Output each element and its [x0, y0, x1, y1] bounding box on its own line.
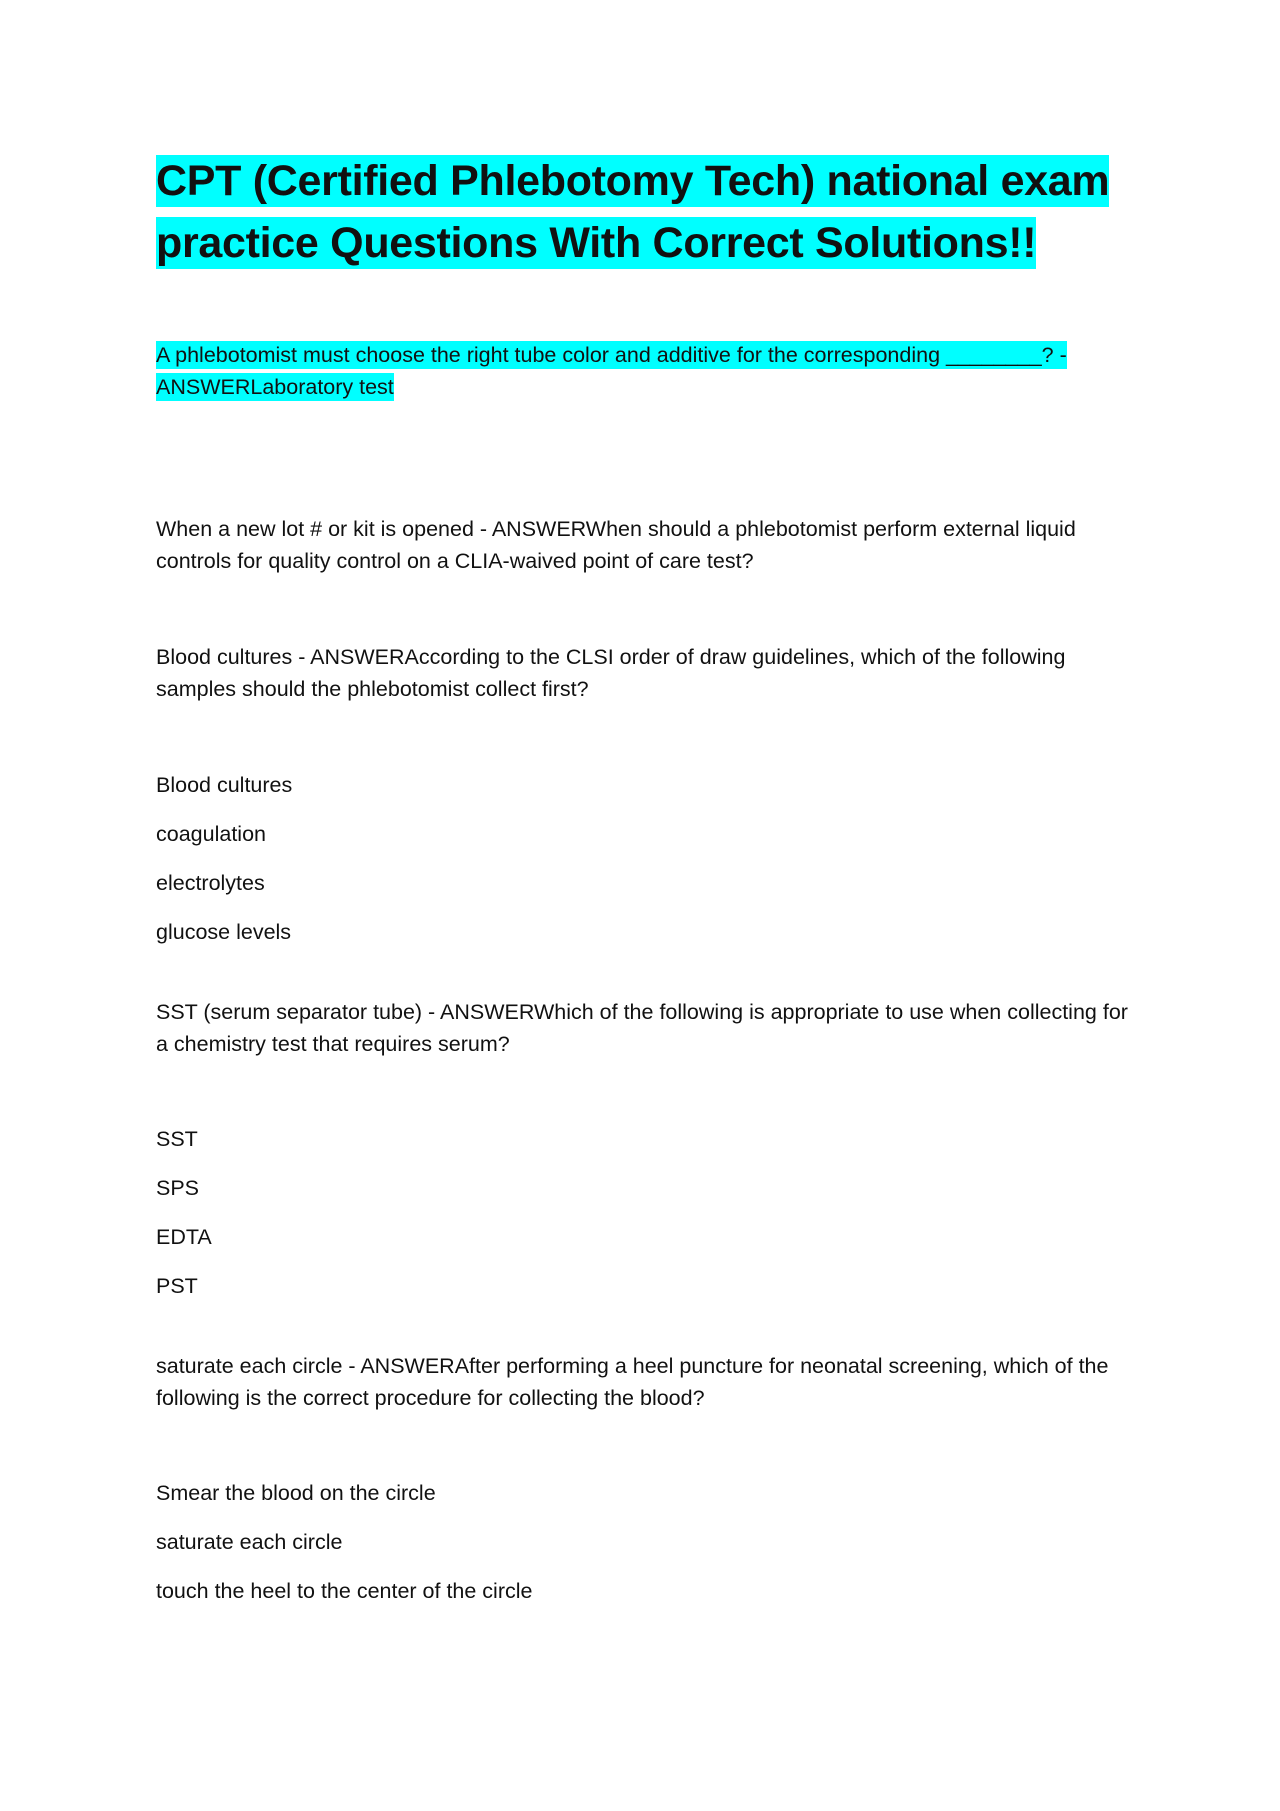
- intro-question-answer-text: A phlebotomist must choose the right tube color and additive for the corresponding ________? - ANSWERLaboratory test: [156, 343, 1067, 399]
- question-answer: SST (serum separator tube) - ANSWERWhich of the following is appropriate to use when collecting for a chemistry test that requires serum?: [156, 1000, 1128, 1056]
- option-item: Smear the blood on the circle: [156, 1481, 436, 1505]
- option-list: [156, 1123, 1136, 1302]
- option-item: electrolytes: [156, 871, 265, 895]
- option-item: saturate each circle: [156, 1530, 343, 1554]
- option-item: touch the heel to the center of the circle: [156, 1579, 533, 1603]
- document-title-text: CPT (Certified Phlebotomy Tech) national exam practice Questions With Correct Solutions!!: [156, 157, 1110, 267]
- option-list: [156, 1477, 1136, 1607]
- option-item: glucose levels: [156, 920, 292, 944]
- option-item: SST: [156, 1127, 198, 1151]
- question-answer: saturate each circle - ANSWERAfter performing a heel puncture for neonatal screening, which of the following is the correct procedure for collecting the blood?: [156, 1354, 1109, 1410]
- option-item: Blood cultures: [156, 773, 293, 797]
- intro-question-answer: [156, 339, 1136, 403]
- document-page: [156, 150, 1136, 1624]
- option-list: [156, 769, 1136, 948]
- option-item: SPS: [156, 1176, 200, 1200]
- option-item: EDTA: [156, 1225, 212, 1249]
- document-title: [156, 150, 1136, 274]
- question-answer: Blood cultures - ANSWERAccording to the CLSI order of draw guidelines, which of the following samples should the phlebotomist collect first?: [156, 645, 1066, 701]
- option-item: coagulation: [156, 822, 266, 846]
- question-answer: When a new lot # or kit is opened - ANSWERWhen should a phlebotomist perform external liquid controls for quality control on a CLIA-waived point of care test?: [156, 517, 1076, 573]
- option-item: PST: [156, 1274, 198, 1298]
